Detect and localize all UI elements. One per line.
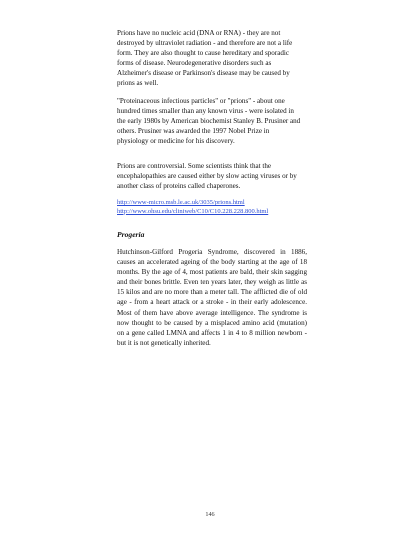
page-number: 146: [205, 511, 215, 518]
reference-links: [117, 199, 317, 216]
reference-link-1[interactable]: http://www-micro.msb.le.ac.uk/3035/prions.html: [117, 199, 245, 206]
paragraph-prions-discovery: "Proteinaceous infectious particles" or "prions" - about one hundred times smaller than any known virus - were isolated in the early 1980s by American biochemist Stanley B. Prusiner and others. Prusiner was awarded the 1997 Nobel Prize in physiology or medicine for his discovery.: [117, 97, 301, 146]
paragraph-prions-nature: Prions have no nucleic acid (DNA or RNA) - they are not destroyed by ultraviolet radiation - and therefore are not a life form. They are also thought to cause hereditary and sporadic forms of disease. Neurodegenerative disorders such as Alzheimer's disease or Parkinson's disease may be caused by prions as well.: [117, 29, 293, 88]
section-heading: Progeria: [117, 230, 145, 239]
paragraph-prions-controversy: Prions are controversial. Some scientists think that the encephalopathies are caused either by slow acting viruses or by another class of proteins called chaperones.: [117, 162, 297, 191]
reference-link-2[interactable]: http://www.ohsu.edu/cliniweb/C10/C10.228.228.800.html: [117, 207, 269, 215]
paragraph-progeria: Hutchinson-Gilford Progeria Syndrome, discovered in 1886, causes an accelerated ageing of the body starting at the age of 18 months. By the age of 4, most patients are bald, their skin sagging and their bones brittle. Even ten years later, they weigh as little as 15 kilos and are no more than a meter tall. The afflicted die of old age - from a heart attack or a stroke - in their early adolescence. Most of them have above average intelligence. The syndrome is now thought to be caused by a misplaced amino acid (mutation) on a gene called LMNA and affects 1 in 4 to 8 million newborn - but it is not genetically inherited.: [117, 248, 307, 347]
